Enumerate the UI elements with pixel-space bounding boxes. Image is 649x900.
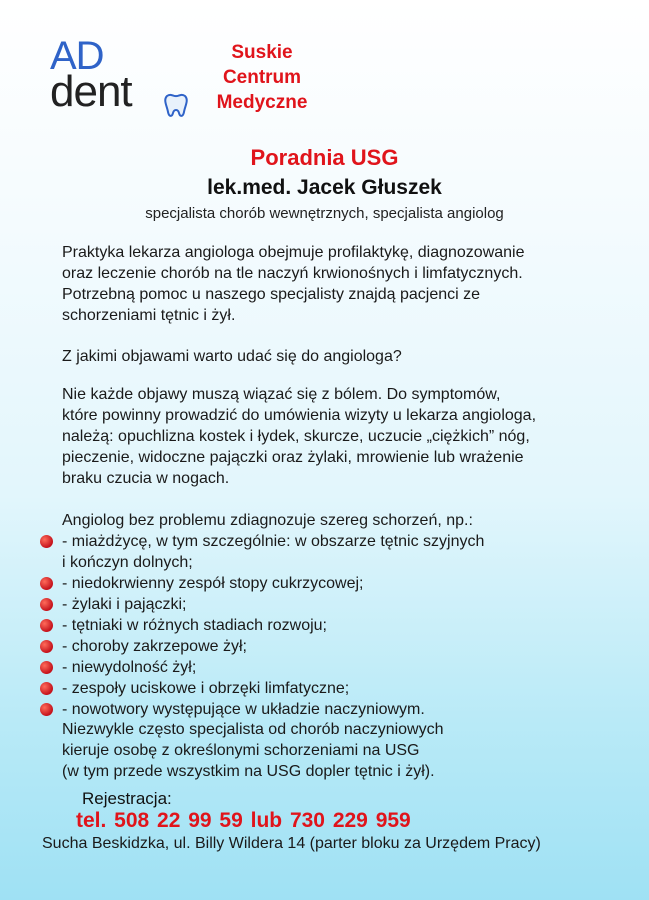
page-title: Poradnia USG: [250, 145, 399, 170]
bullet-dot-icon: [40, 598, 53, 611]
list-item: [40, 615, 620, 636]
conditions-intro: Angiolog bez problemu zdiagnozuje szereg schorzeń, np.:: [62, 512, 473, 529]
conditions-list: [40, 531, 620, 720]
bullet-dot-icon: [40, 682, 53, 695]
bullet-dot-icon: [40, 535, 53, 548]
logo-dent-text: dent: [50, 67, 132, 116]
clinic-logo: [50, 34, 190, 116]
clinic-address: Sucha Beskidzka, ul. Billy Wildera 14 (parter bloku za Urzędem Pracy): [42, 835, 541, 852]
center-name-line2: Medyczne: [216, 92, 308, 113]
list-item: [40, 531, 620, 573]
tooth-icon: [162, 92, 190, 120]
list-item: [40, 636, 620, 657]
list-item-text: - żylaki i pajączki;: [62, 596, 187, 613]
bullet-dot-icon: [40, 640, 53, 653]
closing-paragraph: Niezwykle często specjalista od chorób naczyniowych kieruje osobę z określonymi schorzeniami na USG (w tym przede wszystkim na USG dopler tętnic i żył).: [62, 721, 444, 780]
center-name: [197, 40, 327, 115]
list-item-text: - miażdżycę, w tym szczególnie: w obszarze tętnic szyjnych i kończyn dolnych;: [62, 533, 485, 571]
list-item-text: - nowotwory występujące w układzie naczyniowym.: [62, 701, 425, 718]
symptoms-paragraph: Nie każde objawy muszą wiązać się z bólem. Do symptomów, które powinny prowadzić do umówienia wizyty u lekarza angiologa, należą: opuchlizna kostek i łydek, skurcze, uczucie „ciężkich” nóg, pieczenie, widoczne pajączki oraz żylaki, mrowienie lub wrażenie braku czucia w nogach.: [62, 386, 537, 487]
list-item-text: - niewydolność żył;: [62, 659, 197, 676]
list-item-text: - niedokrwienny zespół stopy cukrzycowej;: [62, 575, 364, 592]
doctor-name: lek.med. Jacek Głuszek: [207, 176, 442, 199]
symptoms-question: Z jakimi objawami warto udać się do angiologa?: [62, 348, 402, 365]
bullet-dot-icon: [40, 661, 53, 674]
registration-label: Rejestracja:: [82, 789, 172, 808]
registration-phones: tel. 508 22 99 59 lub 730 229 959: [76, 809, 411, 832]
list-item-text: - choroby zakrzepowe żył;: [62, 638, 247, 655]
logo-ad-text: AD: [50, 34, 104, 78]
intro-paragraph: Praktyka lekarza angiologa obejmuje profilaktykę, diagnozowanie oraz leczenie chorób na tle naczyń krwionośnych i limfatycznych. Potrzebną pomoc u naszego specjalisty znajdą pacjenci ze schorzeniami tętnic i żył.: [62, 244, 525, 324]
bullet-dot-icon: [40, 703, 53, 716]
list-item: [40, 678, 620, 699]
bullet-dot-icon: [40, 619, 53, 632]
list-item: [40, 573, 620, 594]
list-item-text: - tętniaki w różnych stadiach rozwoju;: [62, 617, 327, 634]
list-item-text: - zespoły uciskowe i obrzęki limfatyczne;: [62, 680, 350, 697]
list-item: [40, 594, 620, 615]
center-name-line1: Suskie Centrum: [222, 42, 302, 88]
list-item: [40, 657, 620, 678]
doctor-specialty: specjalista chorób wewnętrznych, specjalista angiolog: [145, 205, 504, 222]
bullet-dot-icon: [40, 577, 53, 590]
list-item: [40, 699, 620, 720]
